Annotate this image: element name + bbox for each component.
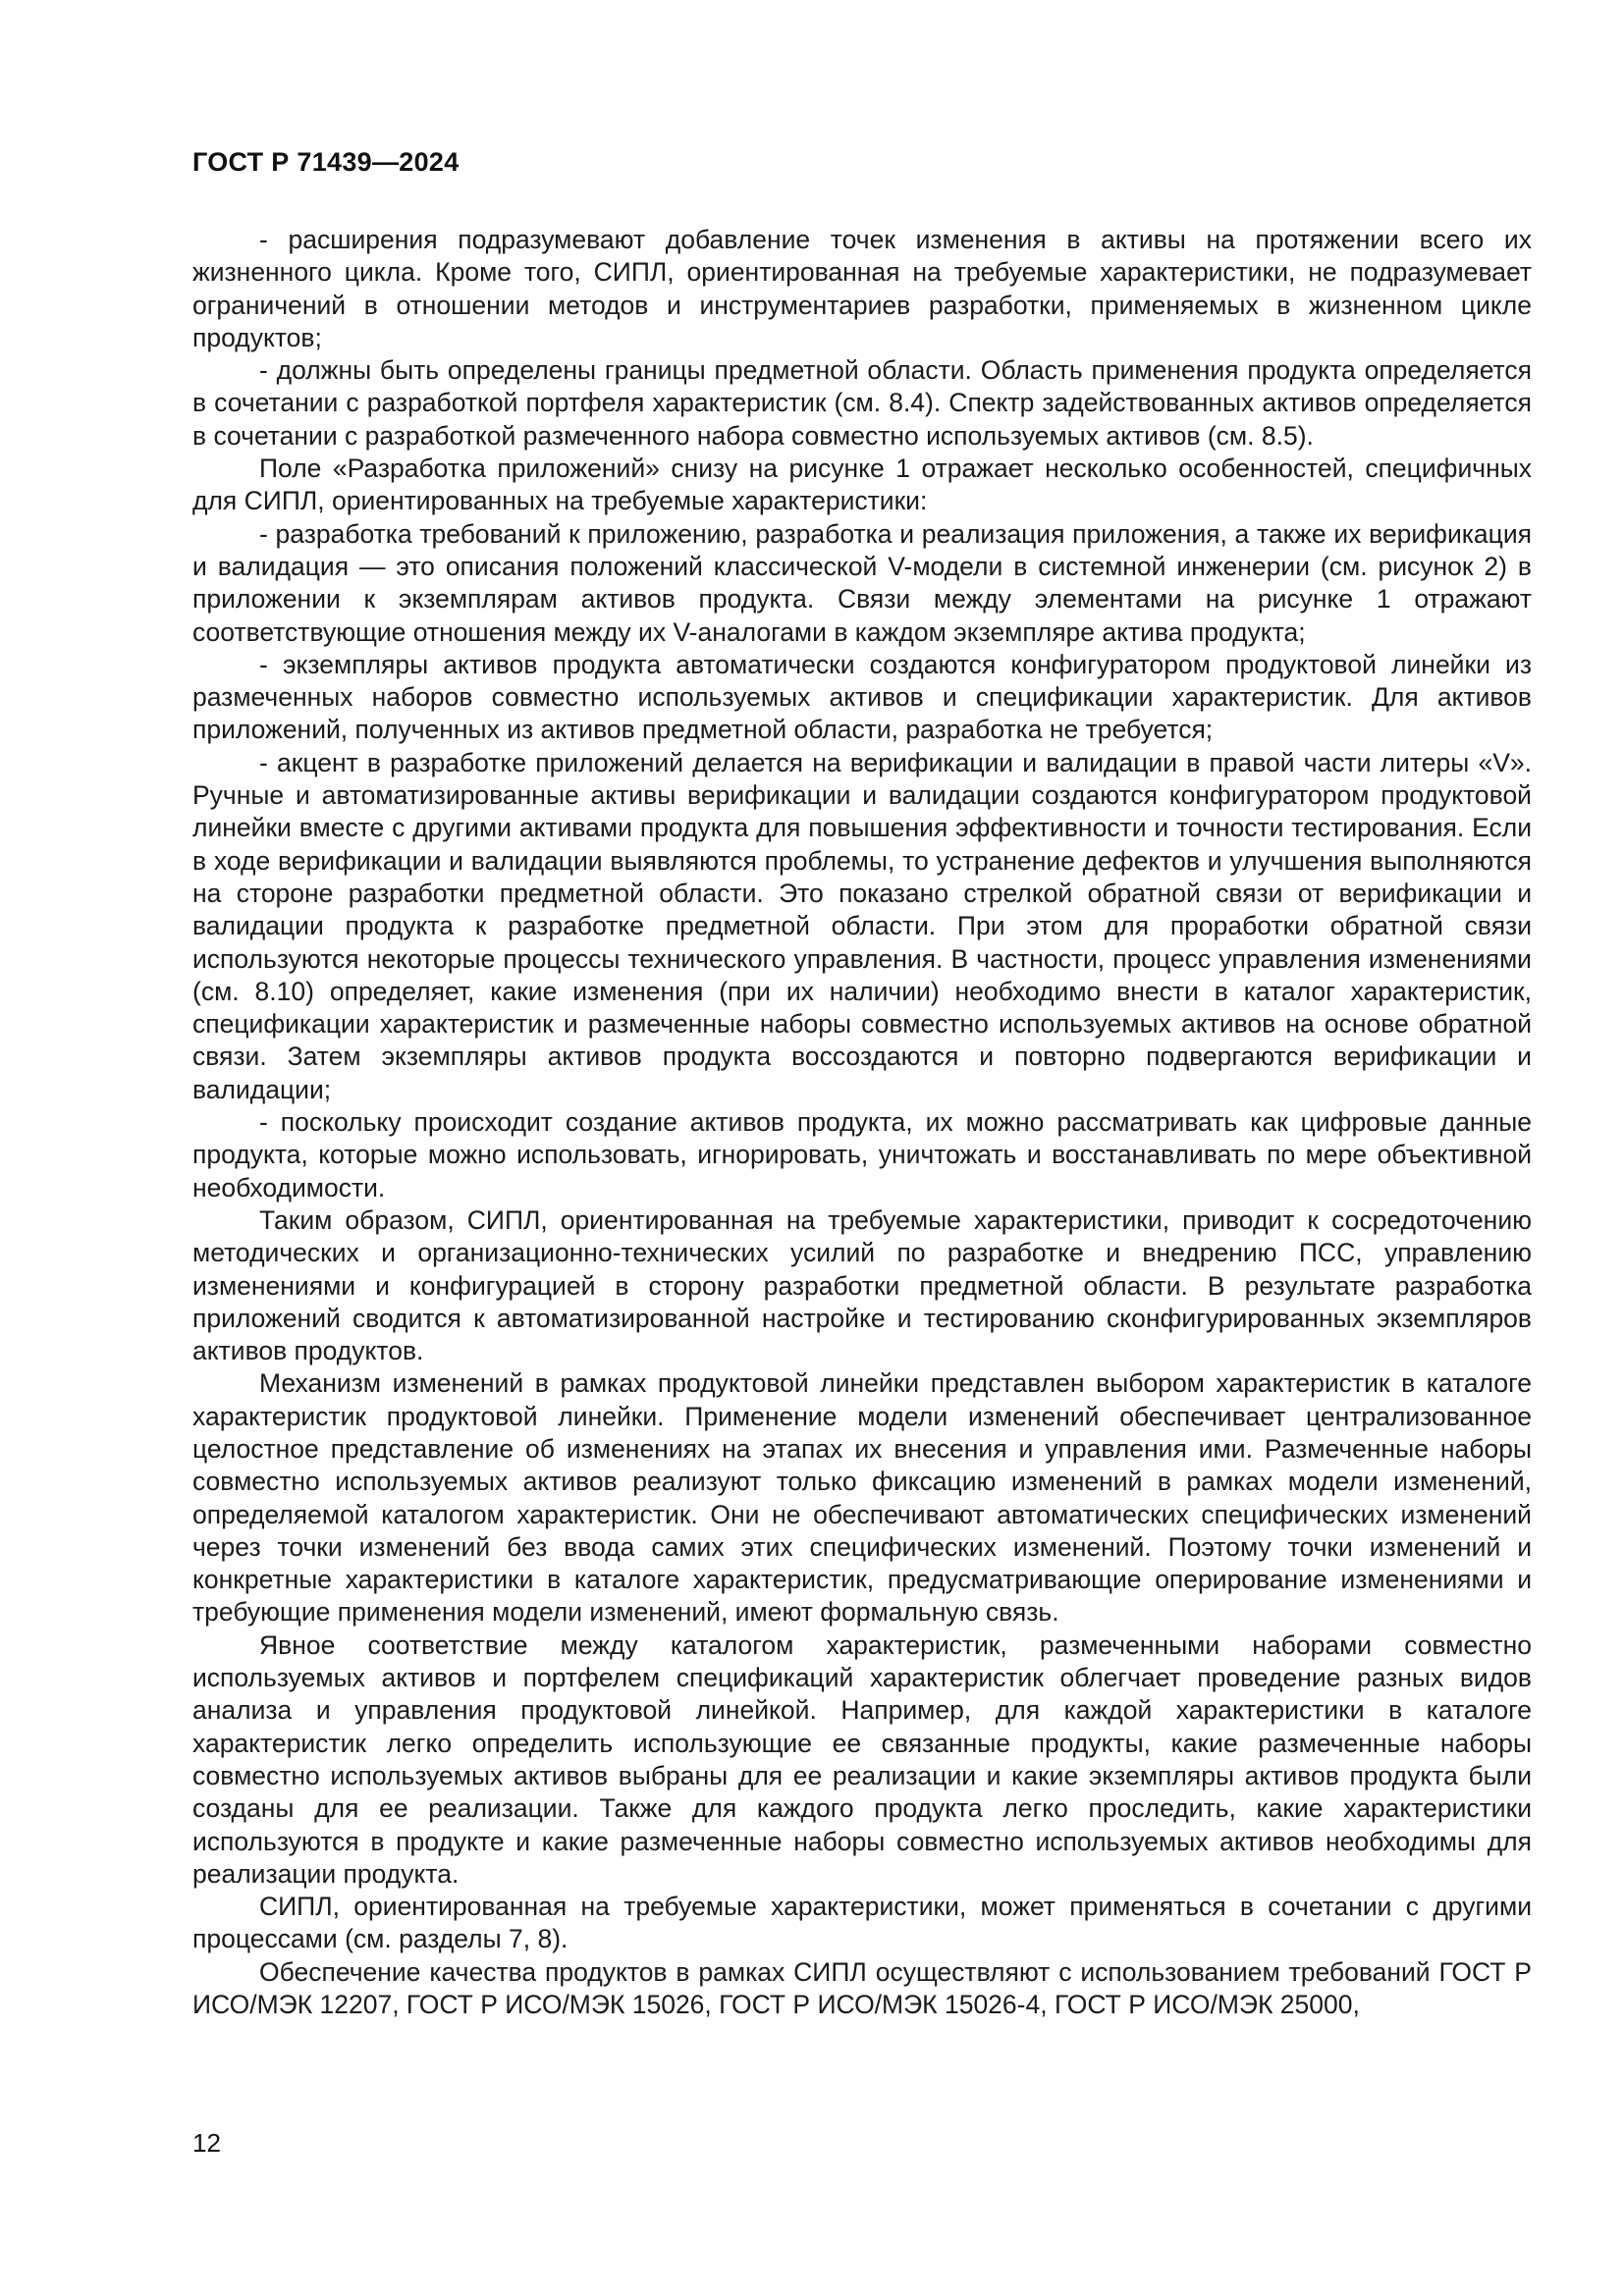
page-number: 12: [192, 2128, 221, 2158]
paragraph: Обеспечение качества продуктов в рамках СИПЛ осуществляют с использованием требований ГОСТ Р ИСО/МЭК 12207, ГОСТ Р ИСО/МЭК 15026, ГОСТ Р ИСО/МЭК 15026-4, ГОСТ Р ИСО/МЭК 25000,: [192, 1956, 1532, 2020]
paragraph: - разработка требований к приложению, разработка и реализация приложения, а также их верификация и валидация — это описания положений классической V-модели в системной инженерии (см. рисунок 2) в приложении к экземплярам активов продукта. Связи между элементами на рисунке 1 отражают соответствующие отношения между их V-аналогами в каждом экземпляре актива продукта;: [192, 518, 1532, 647]
paragraph: - поскольку происходит создание активов продукта, их можно рассматривать как цифровые данные продукта, которые можно использовать, игнорировать, уничтожать и восстанавливать по мере объективной необходимости.: [192, 1107, 1532, 1202]
paragraph: Таким образом, СИПЛ, ориентированная на требуемые характеристики, приводит к сосредоточению методических и организационно-технических усилий по разработке и внедрению ПСС, управлению изменениями и конфигурацией в сторону разработки предметной области. В результате разработка приложений сводится к автоматизированной настройке и тестированию сконфигурированных экземпляров активов продуктов.: [192, 1204, 1532, 1366]
paragraph: Поле «Разработка приложений» снизу на рисунке 1 отражает несколько особенностей, специфичных для СИПЛ, ориентированных на требуемые характеристики:: [192, 454, 1532, 516]
paragraph: Явное соответствие между каталогом характеристик, размеченными наборами совместно используемых активов и портфелем спецификаций характеристик облегчает проведение разных видов анализа и управления продуктовой линейкой. Например, для каждой характеристики в каталоге характеристик легко определить использующие ее связанные продукты, какие размеченные наборы совместно используемых активов выбраны для ее реализации и какие экземпляры активов продукта были созданы для ее реализации. Также для каждого продукта легко проследить, какие характеристики используются в продукте и какие размеченные наборы совместно используемых активов необходимы для реализации продукта.: [192, 1629, 1532, 1889]
body-text: [192, 224, 1532, 2021]
paragraph: Механизм изменений в рамках продуктовой линейки представлен выбором характеристик в каталоге характеристик продуктовой линейки. Применение модели изменений обеспечивает централизованное целостное представление об изменениях на этапах их внесения и управления ими. Размеченные наборы совместно используемых активов реализуют только фиксацию изменений в рамках модели изменений, определяемой каталогом характеристик. Они не обеспечивают автоматических специфических изменений через точки изменений без ввода самих этих специфических изменений. Поэтому точки изменений и конкретные характеристики в каталоге характеристик, предусматривающие оперирование изменениями и требующие применения модели изменений, имеют формальную связь.: [192, 1368, 1532, 1628]
paragraph: - расширения подразумевают добавление точек изменения в активы на протяжении всего их жизненного цикла. Кроме того, СИПЛ, ориентированная на требуемые характеристики, не подразумевает ограничений в отношении методов и инструментариев разработки, применяемых в жизненном цикле продуктов;: [192, 225, 1532, 352]
paragraph: - акцент в разработке приложений делается на верификации и валидации в правой части литеры «V». Ручные и автоматизированные активы верификации и валидации создаются конфигуратором продуктовой линейки вместе с другими активами продукта для повышения эффективности и точности тестирования. Если в ходе верификации и валидации выявляются проблемы, то устранение дефектов и улучшения выполняются на стороне разработки предметной области. Это показано стрелкой обратной связи от верификации и валидации продукта к разработке предметной области. При этом для проработки обратной связи используются некоторые процессы технического управления. В частности, процесс управления изменениями (см. 8.10) определяет, какие изменения (при их наличии) необходимо внести в каталог характеристик, спецификации характеристик и размеченные наборы совместно используемых активов на основе обратной связи. Затем экземпляры активов продукта воссоздаются и повторно подвергаются верификации и валидации;: [192, 747, 1532, 1104]
document-header: ГОСТ Р 71439—2024: [192, 147, 460, 177]
paragraph: - экземпляры активов продукта автоматически создаются конфигуратором продуктовой линейки из размеченных наборов совместно используемых активов и спецификации характеристик. Для активов приложений, полученных из активов предметной области, разработка не требуется;: [192, 649, 1532, 745]
paragraph: - должны быть определены границы предметной области. Область применения продукта определяется в сочетании с разработкой портфеля характеристик (см. 8.4). Спектр задействованных активов определяется в сочетании с разработкой размеченного набора совместно используемых активов (см. 8.5).: [192, 355, 1532, 451]
paragraph: СИПЛ, ориентированная на требуемые характеристики, может применяться в сочетании с другими процессами (см. разделы 7, 8).: [192, 1892, 1532, 1954]
